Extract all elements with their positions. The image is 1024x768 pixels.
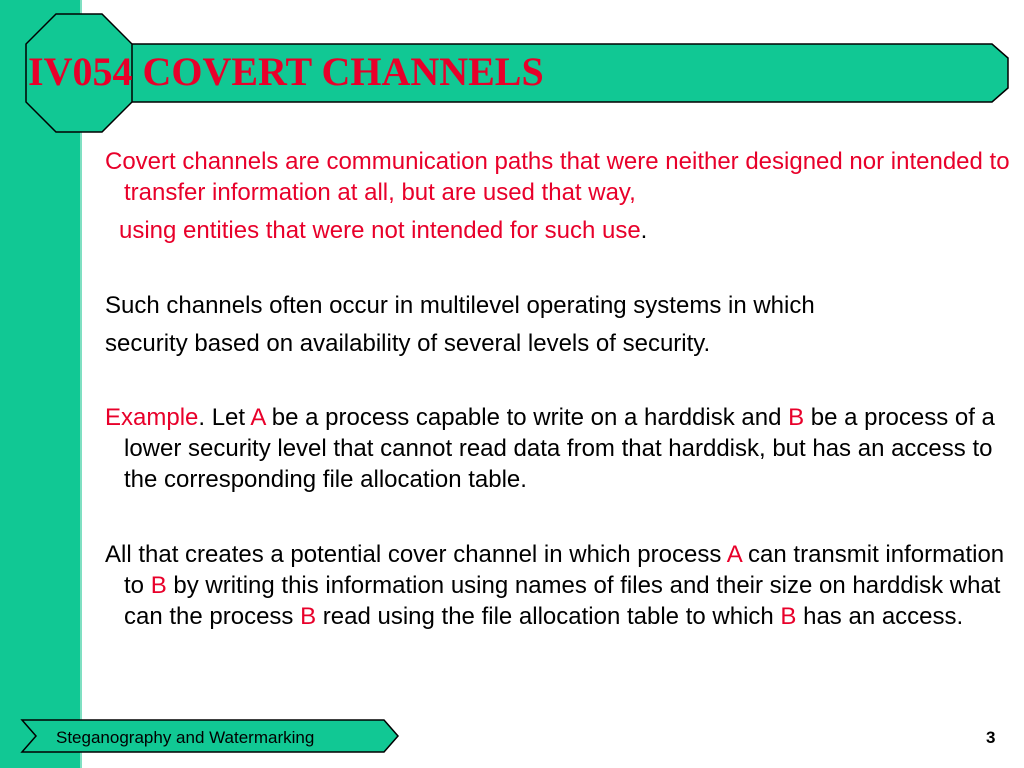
paragraph-multilevel-1: Such channels often occur in multilevel operating systems in which bbox=[105, 292, 815, 319]
process-b-label: B bbox=[150, 572, 167, 599]
conclusion-text-3: by writing this information using names of files and their size on harddisk what can the process bbox=[124, 572, 1001, 630]
paragraph-definition-cont bbox=[119, 215, 1019, 246]
example-text-1: . Let bbox=[198, 404, 251, 431]
paragraph-conclusion bbox=[105, 539, 1024, 632]
process-a-label: A bbox=[250, 404, 266, 431]
definition-period: . bbox=[640, 217, 648, 244]
example-label: Example bbox=[105, 404, 199, 431]
footer-label: Steganography and Watermarking bbox=[56, 728, 315, 747]
process-b-label: B bbox=[300, 603, 317, 630]
process-b-label: B bbox=[780, 603, 797, 630]
definition-line-1: Covert channels are communication paths that were neither designed nor intended to transfer information at all, but are used that way, bbox=[105, 148, 1010, 206]
example-text-3: be a process of a lower security level that cannot read data from that harddisk, but has an access to the corresponding file allocation table. bbox=[124, 404, 995, 493]
conclusion-text-2: can transmit information to bbox=[124, 541, 1005, 599]
page-number: 3 bbox=[986, 728, 996, 747]
paragraph-example bbox=[105, 402, 1024, 495]
process-b-label: B bbox=[788, 404, 805, 431]
conclusion-text-4: read using the file allocation table to which bbox=[316, 603, 781, 630]
process-a-label: A bbox=[726, 541, 742, 568]
example-text-2: be a process capable to write on a harddisk and bbox=[265, 404, 789, 431]
conclusion-text-1: All that creates a potential cover channel in which process bbox=[105, 541, 727, 568]
paragraph-definition bbox=[105, 146, 1024, 208]
slide-title: IV054 COVERT CHANNELS bbox=[28, 49, 544, 94]
conclusion-text-5: has an access. bbox=[796, 603, 964, 630]
definition-line-2: using entities that were not intended for such use bbox=[119, 217, 641, 244]
paragraph-multilevel-2: security based on availability of several levels of security. bbox=[105, 330, 711, 357]
